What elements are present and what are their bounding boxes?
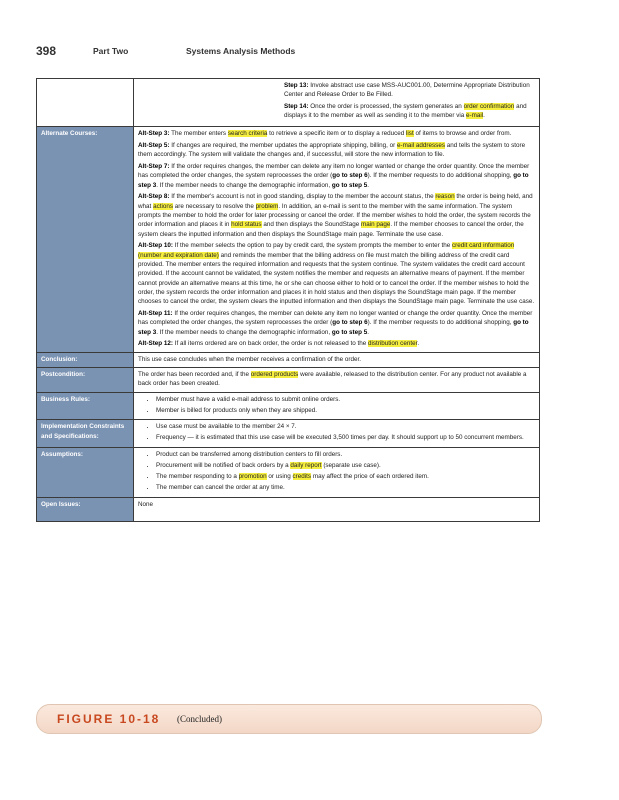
list-item: • Procurement will be notified of back orders by a daily report (separate use case). [156, 461, 535, 470]
alt-step-7: Alt-Step 7: If the order requires changes, the member can delete any item no longer wanted or change the order quantity. Once the member has completed the order changes, the system reprocesses the order (go to step 6). If the member requests to do additional shopping, go to step 3. If the member needs to change the demographic information, go to step 5. [138, 163, 530, 189]
list-item: • Frequency — it is estimated that this use case will be executed 3,500 times per day. It should support up to 50 concurrent members. [156, 433, 535, 442]
use-case-table [36, 78, 540, 522]
alt-step-10: Alt-Step 10: If the member selects the option to pay by credit card, the system prompts the member to enter the credit card information (number and expiration date) and reminds the member that the billing address on file must match the billing address of the credit card provided. The member enters the required information and requests that the system continue. The system validates the credit card account provided. If the account cannot be validated, the system notifies the member and requests an alternative means of payment. If the member cannot provide an alternative means at this time, he or she can choose either to hold or to cancel the order. If the member wishes to hold the order, the system records the order information and places it in hold status and then displays the SoundStage main page. If the member chooses to cancel the order, the system clears the inputted information and then displays the SoundStage main page. Terminate the use case. [138, 242, 535, 306]
assumptions [134, 448, 540, 498]
list-item: • Member is billed for products only when they are shipped. [156, 406, 535, 415]
figure-number: FIGURE 10-18 [57, 712, 161, 726]
part-title: Part Two [93, 46, 129, 56]
step-14: Step 14: Once the order is processed, the system generates an order confirmation and displays it to the member as well as sending it to the member via e-mail. [284, 103, 527, 120]
row-label-alternate: Alternate Courses: [37, 127, 134, 353]
page-header [36, 44, 576, 60]
top-steps [284, 81, 535, 121]
list-item: • The member can cancel the order at any time. [156, 483, 535, 492]
list-item: • Member must have a valid e-mail address to submit online orders. [156, 395, 535, 404]
section-title: Systems Analysis Methods [186, 46, 296, 56]
implementation-specs [134, 420, 540, 448]
row-label-assumptions: Assumptions: [37, 448, 134, 498]
alt-step-11: Alt-Step 11: If the order requires changes, the member can delete any item no longer wanted or change the order quantity. Once the member has completed the order changes, the system reprocesses the order (go to step 6). If the member requests to do additional shopping, go to step 3. If the member needs to change the demographic information, go to step 5. [138, 310, 533, 336]
alternate-courses [134, 127, 540, 353]
table-row [37, 392, 540, 420]
row-label-business-rules: Business Rules: [37, 392, 134, 420]
table-row [37, 368, 540, 393]
table-row [37, 497, 540, 521]
table-row [37, 79, 540, 127]
figure-caption [36, 704, 542, 734]
row-label-postcondition: Postcondition: [37, 368, 134, 393]
step-13: Step 13: Invoke abstract use case MSS-AUC001.00, Determine Appropriate Distribution Center and Release Order to Be Filled. [284, 82, 530, 99]
alt-step-3: Alt-Step 3: The member enters search criteria to retrieve a specific item or to display a reduced list of items to browse and order from. [138, 130, 512, 138]
row-label-conclusion: Conclusion: [37, 352, 134, 367]
conclusion-text: This use case concludes when the member receives a confirmation of the order. [134, 352, 540, 367]
top-steps-cell [134, 79, 540, 127]
list-item: • The member responding to a promotion or using credits may affect the price of each ordered item. [156, 472, 535, 481]
row-label-open-issues: Open Issues: [37, 497, 134, 521]
table-row [37, 420, 540, 448]
business-rules [134, 392, 540, 420]
table-row [37, 127, 540, 353]
figure-caption-text: (Concluded) [177, 714, 222, 724]
list-item: • Use case must be available to the member 24 × 7. [156, 422, 535, 431]
table-row [37, 448, 540, 498]
list-item: • Product can be transferred among distribution centers to fill orders. [156, 450, 535, 459]
alt-step-5: Alt-Step 5: If changes are required, the member updates the appropriate shipping, billing, or e-mail addresses and tells the system to store them accordingly. The system will validate the changes and, if successful, will store the new information to file. [138, 141, 526, 159]
table-row [37, 352, 540, 367]
alt-step-8: Alt-Step 8: If the member's account is not in good standing, display to the member the account status, the reason the order is being held, and what actions are necessary to resolve the problem. In addition, an e-mail is sent to the member with the same information. The system prompts the member to hold the order for later processing or cancel the order. If the member wishes to hold the order, the system records the order information and places it in hold status and then displays the SoundStage main page. If the member chooses to cancel the order, the system clears the inputted information and then displays the SoundStage main page. Terminate the use case. [138, 193, 533, 238]
postcondition-text: The order has been recorded and, if the ordered products were available, released to the distribution center. For any product not available a back order has been created. [134, 368, 540, 393]
row-label-implementation: Implementation Constraints and Specifications: [37, 420, 134, 448]
page-number: 398 [36, 44, 57, 58]
open-issues-text: None [134, 497, 540, 521]
label-cell-empty [37, 79, 134, 127]
alt-step-12: Alt-Step 12: If all items ordered are on back order, the order is not released to the distribution center. [138, 340, 420, 348]
